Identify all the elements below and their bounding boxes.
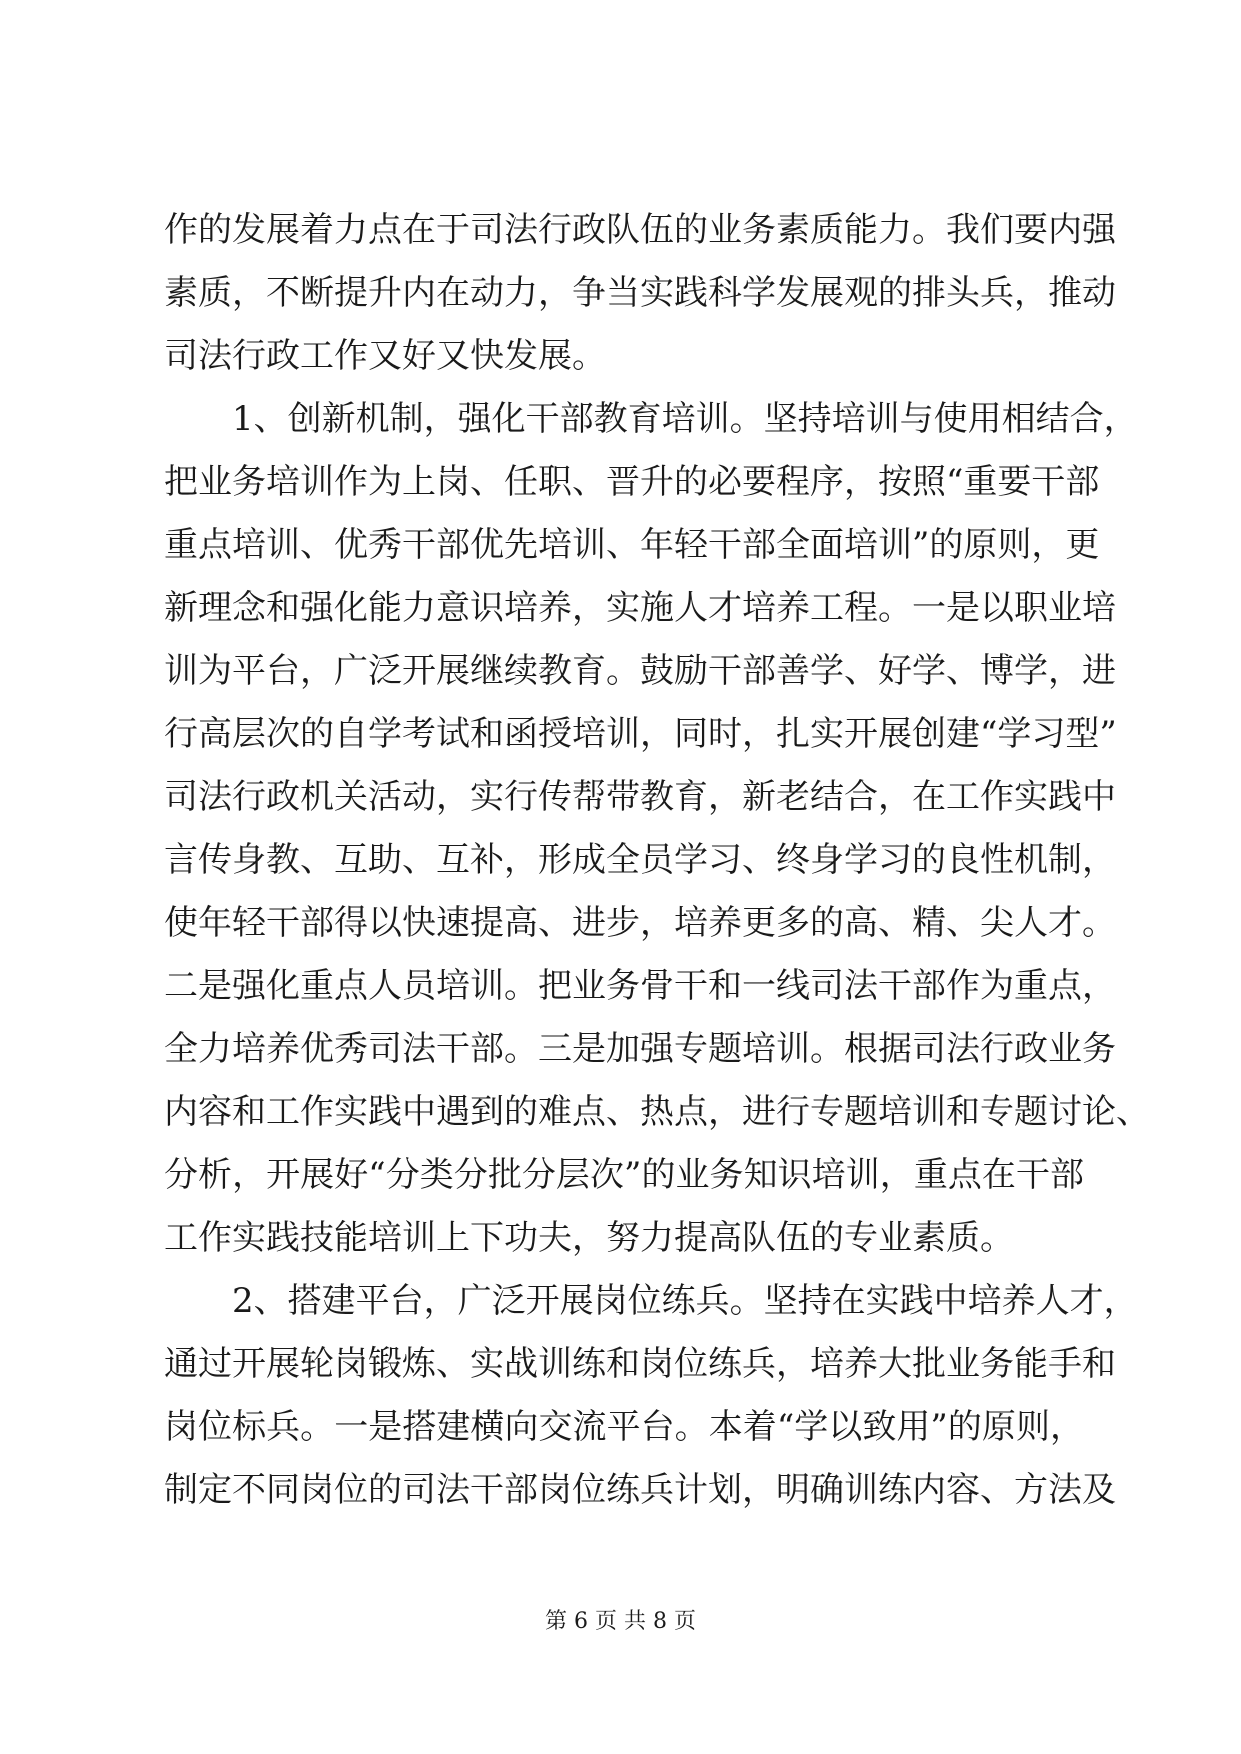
text-line: 言传身教、互助、互补，形成全员学习、终身学习的良性机制，: [164, 840, 1116, 880]
text-line: 分析，开展好“分类分批分层次”的业务知识培训，重点在干部: [164, 1155, 1084, 1195]
text-line: 司法行政工作又好又快发展。: [164, 336, 606, 376]
text-line: 工作实践技能培训上下功夫，努力提高队伍的专业素质。: [164, 1218, 1014, 1258]
text-line: 行高层次的自学考试和函授培训，同时，扎实开展创建“学习型”: [164, 714, 1117, 754]
text-line: 全力培养优秀司法干部。三是加强专题培训。根据司法行政业务: [164, 1029, 1116, 1069]
text-line: 重点培训、优秀干部优先培训、年轻干部全面培训”的原则，更: [164, 525, 1100, 565]
text-line: 内容和工作实践中遇到的难点、热点，进行专题培训和专题讨论、: [164, 1092, 1150, 1132]
text-line: 岗位标兵。一是搭建横向交流平台。本着“学以致用”的原则，: [164, 1407, 1084, 1447]
text-line: 训为平台，广泛开展继续教育。鼓励干部善学、好学、博学，进: [164, 651, 1116, 691]
text-line: 把业务培训作为上岗、任职、晋升的必要程序，按照“重要干部: [164, 462, 1100, 502]
text-line: 通过开展轮岗锻炼、实战训练和岗位练兵，培养大批业务能手和: [164, 1344, 1116, 1384]
text-line: 司法行政机关活动，实行传帮带教育，新老结合，在工作实践中: [164, 777, 1116, 817]
page-number-footer: 第 6 页 共 8 页: [545, 1609, 696, 1634]
text-line: 素质，不断提升内在动力，争当实践科学发展观的排头兵，推动: [164, 273, 1116, 313]
text-line: 新理念和强化能力意识培养，实施人才培养工程。一是以职业培: [164, 588, 1116, 628]
text-line: 1、创新机制，强化干部教育培训。坚持培训与使用相结合，: [232, 399, 1138, 439]
text-line: 二是强化重点人员培训。把业务骨干和一线司法干部作为重点，: [164, 966, 1116, 1006]
text-line: 使年轻干部得以快速提高、进步，培养更多的高、精、尖人才。: [164, 903, 1116, 943]
text-line: 作的发展着力点在于司法行政队伍的业务素质能力。我们要内强: [164, 210, 1116, 250]
text-line: 2、搭建平台，广泛开展岗位练兵。坚持在实践中培养人才，: [232, 1281, 1138, 1321]
text-line: 制定不同岗位的司法干部岗位练兵计划，明确训练内容、方法及: [164, 1470, 1116, 1510]
